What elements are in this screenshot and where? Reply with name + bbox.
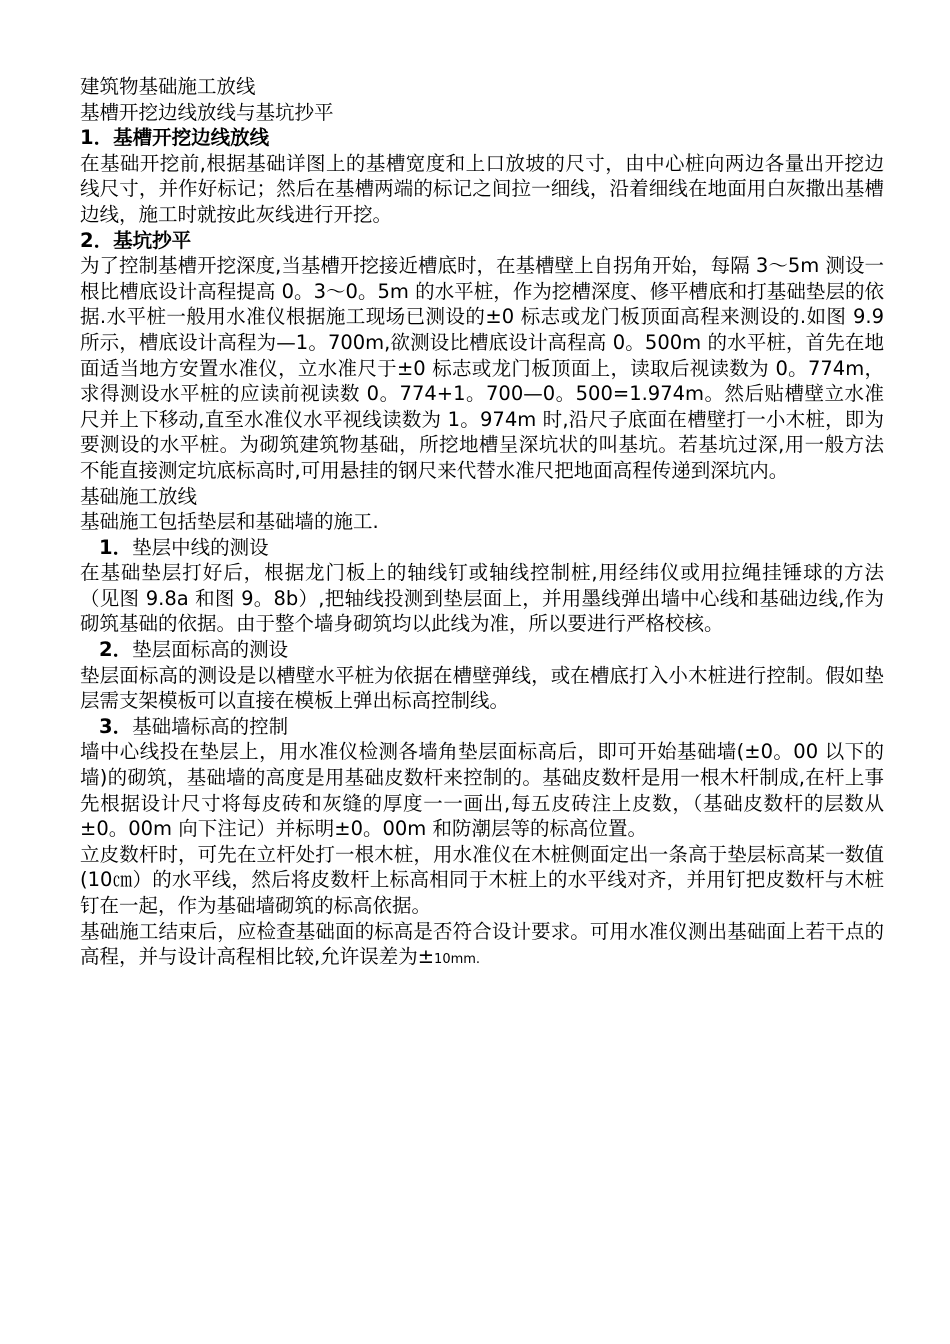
subheading-cushion-elevation	[80, 637, 884, 663]
paragraph-boundary-lines: 在基础开挖前,根据基础详图上的基槽宽度和上口放坡的尺寸，由中心桩向两边各量出开挖边线尺寸，并作好标记；然后在基槽两端的标记之间拉一细线，沿着细线在地面用白灰撒出基槽边线，施工时就按此灰线进行开挖。	[80, 151, 884, 226]
final-check-text: 基础施工结束后，应检查基础面的标高是否符合设计要求。可用水准仪测出基础面上若干点的高程，并与设计高程相比较,允许误差为±	[80, 919, 884, 969]
paragraph-wall-elevation: 墙中心线投在垫层上，用水准仪检测各墙角垫层面标高后，即可开始基础墙(±0。00 以下的墙)的砌筑，基础墙的高度是用基础皮数杆来控制的。基础皮数杆是用一根木杆制成,在杆上事先根据设计尺寸将每皮砖和灰缝的厚度一一画出,每五皮砖注上皮数，（基础皮数杆的层数从±0。00m 向下注记）并标明±0。00m 和防潮层等的标高位置。	[80, 740, 884, 841]
document-title: 建筑物基础施工放线	[80, 75, 256, 98]
subheading-wall-elevation	[80, 714, 884, 740]
subheading-number: 2．	[80, 228, 114, 252]
subheading-text: 垫层面标高的测设	[132, 638, 289, 662]
subheading-cushion-centerline	[80, 535, 884, 561]
paragraph-cushion-elevation: 垫层面标高的测设是以槽壁水平桩为依据在槽壁弹线，或在槽底打入小木桩进行控制。假如垫层需支架模板可以直接在模板上弹出标高控制线。	[80, 663, 884, 713]
subheading-number: 1．	[80, 126, 114, 150]
tolerance-value: 10mm.	[434, 952, 481, 968]
subheading-number: 1．	[99, 535, 133, 559]
subheading-text: 基槽开挖边线放线	[113, 126, 270, 150]
subheading-text: 基坑抄平	[113, 228, 192, 252]
subheading-number: 2．	[99, 638, 133, 662]
subheading-text: 垫层中线的测设	[132, 535, 269, 559]
paragraph-final-check	[80, 919, 884, 973]
paragraph-story-pole: 立皮数杆时，可先在立杆处打一根木桩，用水准仪在木桩侧面定出一条高于垫层标高某一数值(10㎝）的水平线，然后将皮数杆上标高相同于木桩上的水平线对齐，并用钉把皮数杆与木桩钉在一起，作为基础墙砌筑的标高依据。	[80, 842, 884, 917]
paragraph-cushion-centerline: 在基础垫层打好后，根据龙门板上的轴线钉或轴线控制桩,用经纬仪或用拉绳挂锤球的方法（见图 9.8a 和图 9。8b）,把轴线投测到垫层面上，并用墨线弹出墙中心线和基础边线,作为砌筑基础的依据。由于整个墙身砌筑均以此线为准，所以要进行严格校核。	[80, 561, 884, 636]
subheading-text: 基础墙标高的控制	[132, 714, 289, 738]
section-heading-excavation: 基槽开挖边线放线与基坑抄平	[80, 100, 334, 124]
subheading-number: 3．	[99, 714, 133, 738]
paragraph-foundation-intro: 基础施工包括垫层和基础墙的施工.	[80, 510, 379, 534]
section-heading-foundation: 基础施工放线	[80, 484, 198, 508]
paragraph-pit-leveling: 为了控制基槽开挖深度,当基槽开挖接近槽底时，在基槽壁上自拐角开始，每隔 3～5m 测设一根比槽底设计高程提高 0。3～0。5m 的水平桩，作为挖槽深度、修平槽底和打基础垫层的依据.水平桩一般用水准仪根据施工现场已测设的±0 标志或龙门板顶面高程来测设的.如图 9.9 所示，槽底设计高程为—1。700m,欲测设比槽底设计高程高 0。500m 的水平桩，首先在地面适当地方安置水准仪，立水准尺于±0 标志或龙门板顶面上，读取后视读数为 0。774m，求得测设水平桩的应读前视读数 0。774+1。700—0。500=1.974m。然后贴槽壁立水准尺并上下移动,直至水准仪水平视线读数为 1。974m 时,沿尺子底面在槽壁打一小木桩，即为要测设的水平桩。为砌筑建筑物基础，所挖地槽呈深坑状的叫基坑。若基坑过深,用一般方法不能直接测定坑底标高时,可用悬挂的钢尺来代替水准尺把地面高程传递到深坑内。	[80, 254, 884, 482]
subheading-pit-leveling	[80, 228, 884, 254]
subheading-boundary-lines	[80, 125, 884, 151]
